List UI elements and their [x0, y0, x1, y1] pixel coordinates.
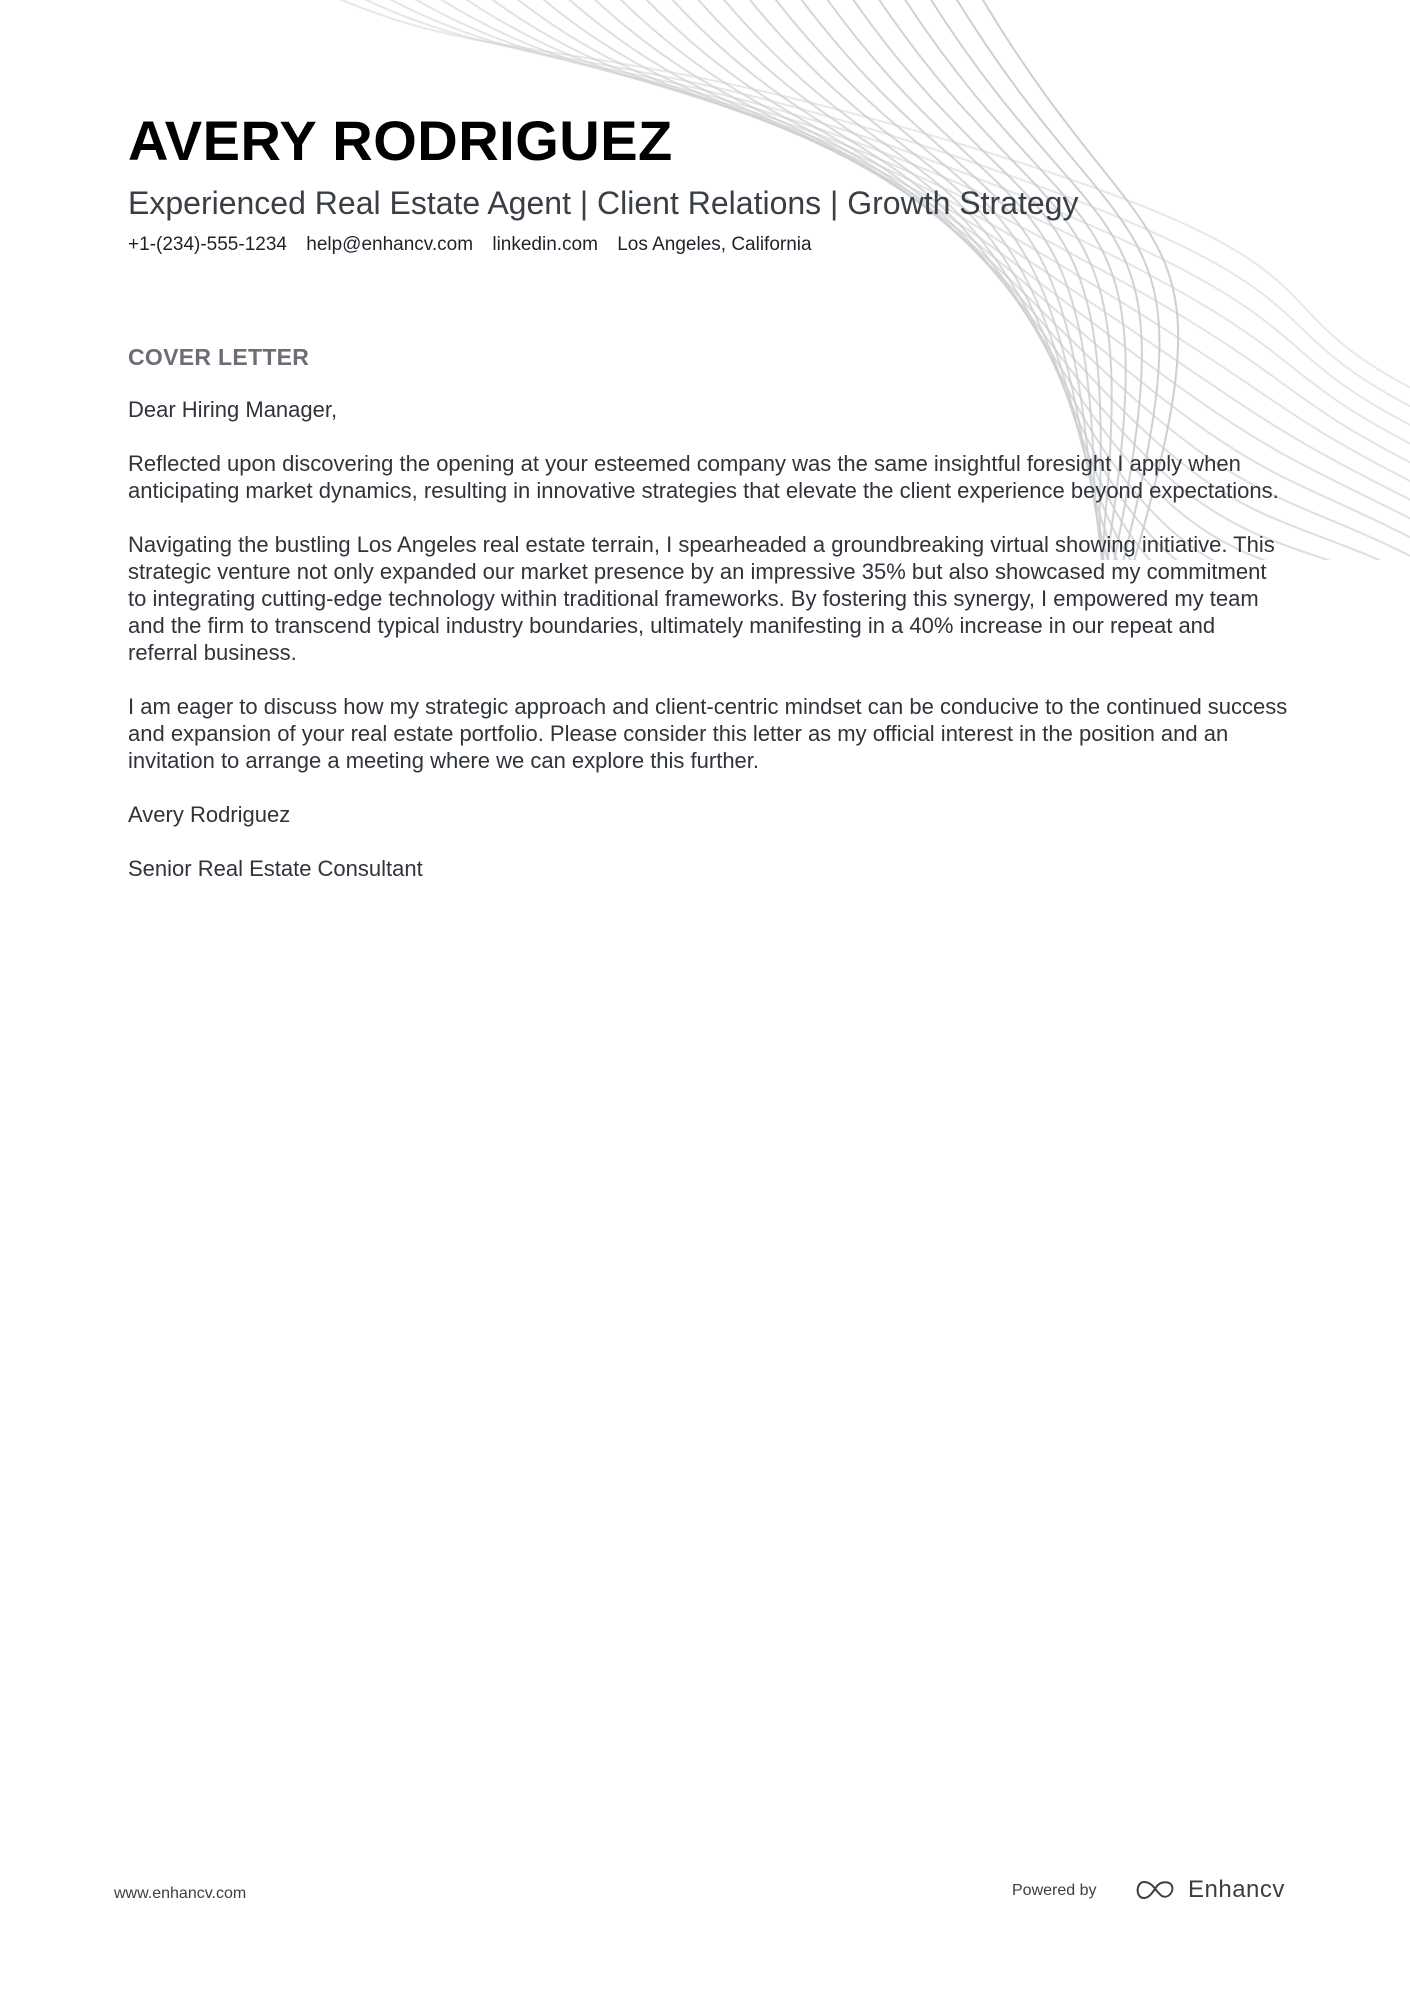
letter-body: [128, 396, 1288, 909]
letter-paragraph: Reflected upon discovering the opening at your esteemed company was the same insightful foresight I apply when anticipating market dynamics, resulting in innovative strategies that elevate the client experience beyond expectations.: [128, 451, 1279, 503]
brand-logo[interactable]: [1132, 1876, 1285, 1904]
signature-title: Senior Real Estate Consultant: [128, 856, 423, 881]
contact-location: Los Angeles, California: [617, 234, 812, 255]
brand-name: Enhancv: [1188, 1876, 1285, 1903]
footer-website[interactable]: www.enhancv.com: [114, 1885, 247, 1902]
salutation: Dear Hiring Manager,: [128, 397, 338, 422]
letter-paragraph: I am eager to discuss how my strategic approach and client-centric mindset can be conducive to the continued success and expansion of your real estate portfolio. Please consider this letter as my official interest in the position and an invitation to arrange a meeting where we can explore this further.: [128, 694, 1288, 773]
candidate-name: AVERY RODRIGUEZ: [128, 109, 673, 172]
powered-by-label: Powered by: [1012, 1882, 1097, 1899]
contact-phone: +1-(234)-555-1234: [128, 234, 287, 255]
contact-email[interactable]: help@enhancv.com: [306, 234, 474, 255]
section-title: COVER LETTER: [128, 344, 310, 370]
letter-paragraph: Navigating the bustling Los Angeles real estate terrain, I spearheaded a groundbreaking virtual showing initiative. This strategic venture not only expanded our market presence by an impressive 35% but also showcased my commitment to integrating cutting-edge technology within traditional frameworks. By fostering this synergy, I empowered my team and the firm to transcend typical industry boundaries, ultimately manifesting in a 40% increase in our repeat and referral business.: [128, 532, 1275, 665]
signature-name: Avery Rodriguez: [128, 802, 291, 827]
contact-info: [128, 234, 826, 256]
wave-line: [408, 0, 1410, 446]
candidate-headline: Experienced Real Estate Agent | Client Relations | Growth Strategy: [128, 185, 1079, 221]
contact-linkedin[interactable]: linkedin.com: [492, 234, 598, 255]
infinity-logo-icon: [1132, 1878, 1178, 1902]
